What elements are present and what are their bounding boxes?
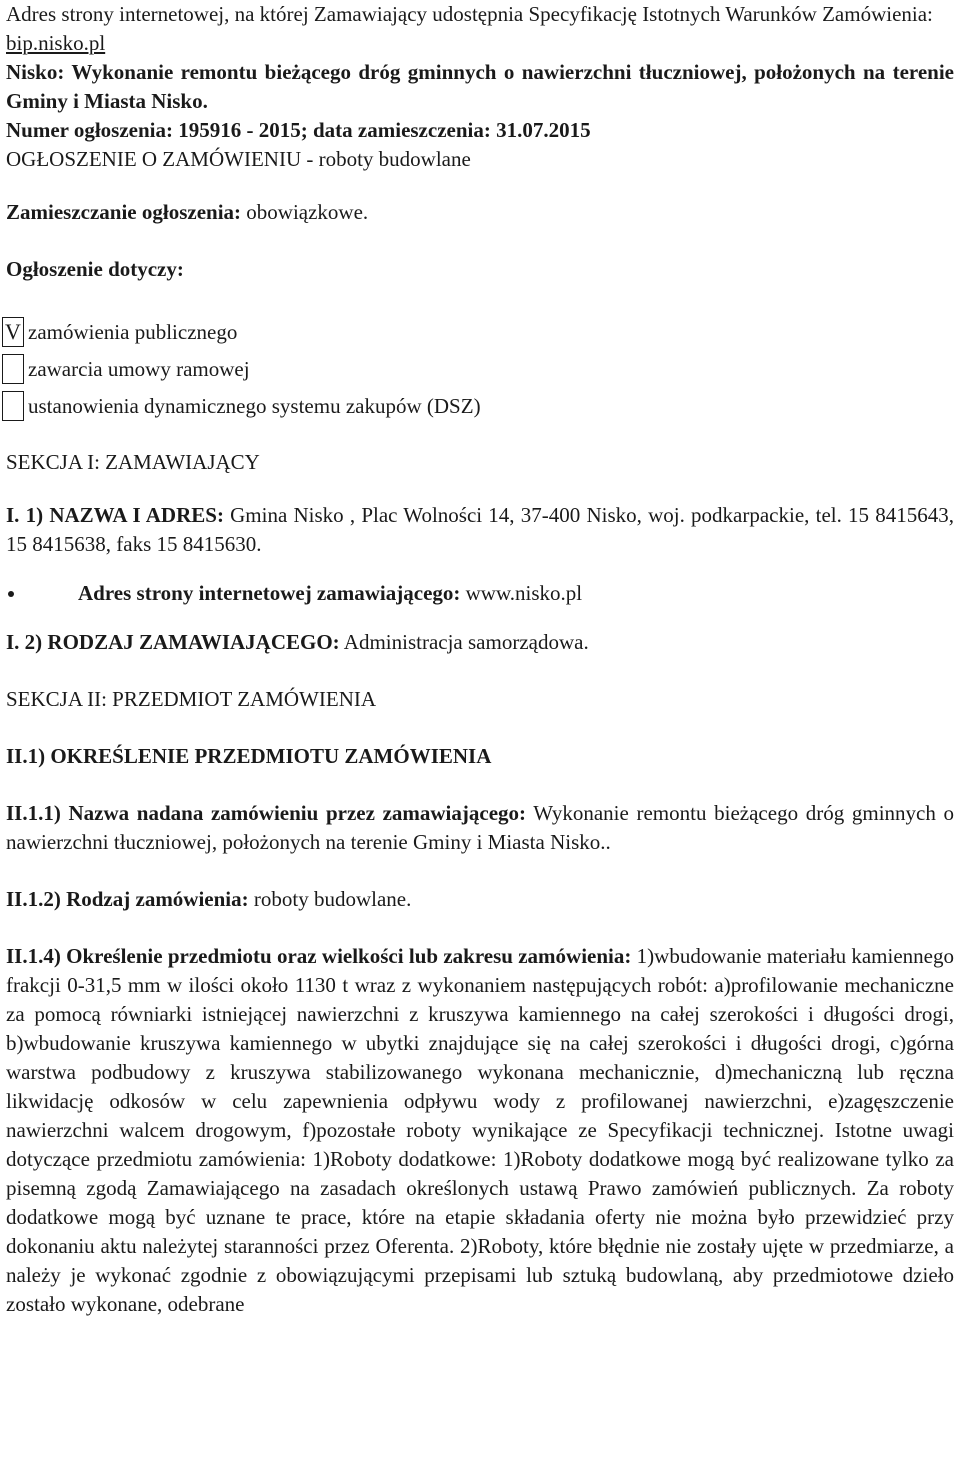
posting-label: Zamieszczanie ogłoszenia: — [6, 200, 242, 224]
option-public-contract — [6, 314, 954, 350]
checkbox-dps[interactable] — [2, 391, 24, 421]
option-framework-agreement — [6, 351, 954, 387]
authority-type: I. 2) RODZAJ ZAMAWIAJĄCEGO: Administracja samorządowa. — [6, 630, 589, 654]
option-label: ustanowienia dynamicznego systemu zakupów (DSZ) — [28, 393, 481, 418]
concerns-options — [6, 314, 954, 424]
website-bullet-item — [8, 579, 954, 608]
notice-number: Numer ogłoszenia: 195916 - 2015; data zamieszczenia: 31.07.2015 — [6, 118, 591, 142]
contract-kind: II.1.2) Rodzaj zamówienia: roboty budowlane. — [6, 887, 412, 911]
notice-title: Nisko: Wykonanie remontu bieżącego dróg gminnych o nawierzchni tłuczniowej, położonych na terenie Gminy i Miasta Nisko. — [6, 60, 954, 113]
section2-heading: SEKCJA II: PRZEDMIOT ZAMÓWIENIA — [6, 687, 377, 711]
bullet-icon — [8, 591, 14, 597]
section1-heading: SEKCJA I: ZAMAWIAJĄCY — [6, 450, 260, 474]
contract-name: II.1.1) Nazwa nadana zamówieniu przez zamawiającego: Wykonanie remontu bieżącego dróg gminnych o nawierzchni tłuczniowej, położonych na terenie Gminy i Miasta Nisko.. — [6, 801, 955, 854]
posting-line — [6, 198, 954, 227]
option-label: zawarcia umowy ramowej — [28, 356, 250, 381]
checkbox-framework-agreement[interactable] — [2, 354, 24, 384]
checkbox-public-contract[interactable]: V — [2, 317, 24, 347]
notice-type: OGŁOSZENIE O ZAMÓWIENIU - roboty budowlane — [6, 147, 471, 171]
option-dps — [6, 388, 954, 424]
subject-definition-heading: II.1) OKREŚLENIE PRZEDMIOTU ZAMÓWIENIA — [6, 744, 492, 768]
intro-text: Adres strony internetowej, na której Zamawiający udostępnia Specyfikację Istotnych Warunków Zamówienia: — [6, 2, 933, 26]
option-label: zamówienia publicznego — [28, 319, 238, 344]
concerns-heading: Ogłoszenie dotyczy: — [6, 257, 184, 281]
contracting-authority-name: I. 1) NAZWA I ADRES: Gmina Nisko , Plac Wolności 14, 37-400 Nisko, woj. podkarpackie, tel. 15 8415643, 15 8415638, faks 15 8415630. — [6, 503, 954, 556]
website-value[interactable]: www.nisko.pl — [460, 581, 583, 605]
posting-value: obowiązkowe. — [241, 200, 369, 224]
bip-link[interactable]: bip.nisko.pl — [6, 31, 106, 55]
website-line: Adres strony internetowej zamawiającego: www.nisko.pl — [78, 581, 583, 605]
contract-scope: II.1.4) Określenie przedmiotu oraz wielkości lub zakresu zamówienia: 1)wbudowanie materiału kamiennego frakcji 0-31,5 mm w ilości około 1130 t wraz z wykonaniem następujących robót: a)profilowanie mechaniczne za pomocą równiarki istniejącej nawierzchni z kruszywa kamiennego na całej szerokości i długości drogi, b)wbudowanie kruszywa kamiennego w ubytki znajdujące się na całej szerokości i długości drogi, c)górna warstwa podbudowy z kruszywa stabilizowanego wykonana mechanicznie, d)mechaniczną lub ręczna likwidację odkosów w celu zapewnienia odpływu wody z profilowanej nawierzchni, e)zagęszczenie nawierzchni walcem drogowym, f)pozostałe roboty wynikające ze Specyfikacji technicznej. Istotne uwagi dotyczące przedmiotu zamówienia: 1)Roboty dodatkowe: 1)Roboty dodatkowe mogą być realizowane tylko za pisemną zgodą Zamawiającego na zasadach określonych ustawą Prawo zamówień publicznych. Za roboty dodatkowe mogą być uznane te prace, które na etapie składania oferty nie można było przewidzieć przy dokonaniu aktu należytej staranności przez Oferenta. 2)Roboty, które błędnie nie zostały ujęte w przedmiarze, a należy je wykonać zgodnie z obowiązującymi przepisami lub sztuką budowlaną, aby przedmiotowe dzieło zostało wykonane, odebrane — [6, 944, 954, 1316]
